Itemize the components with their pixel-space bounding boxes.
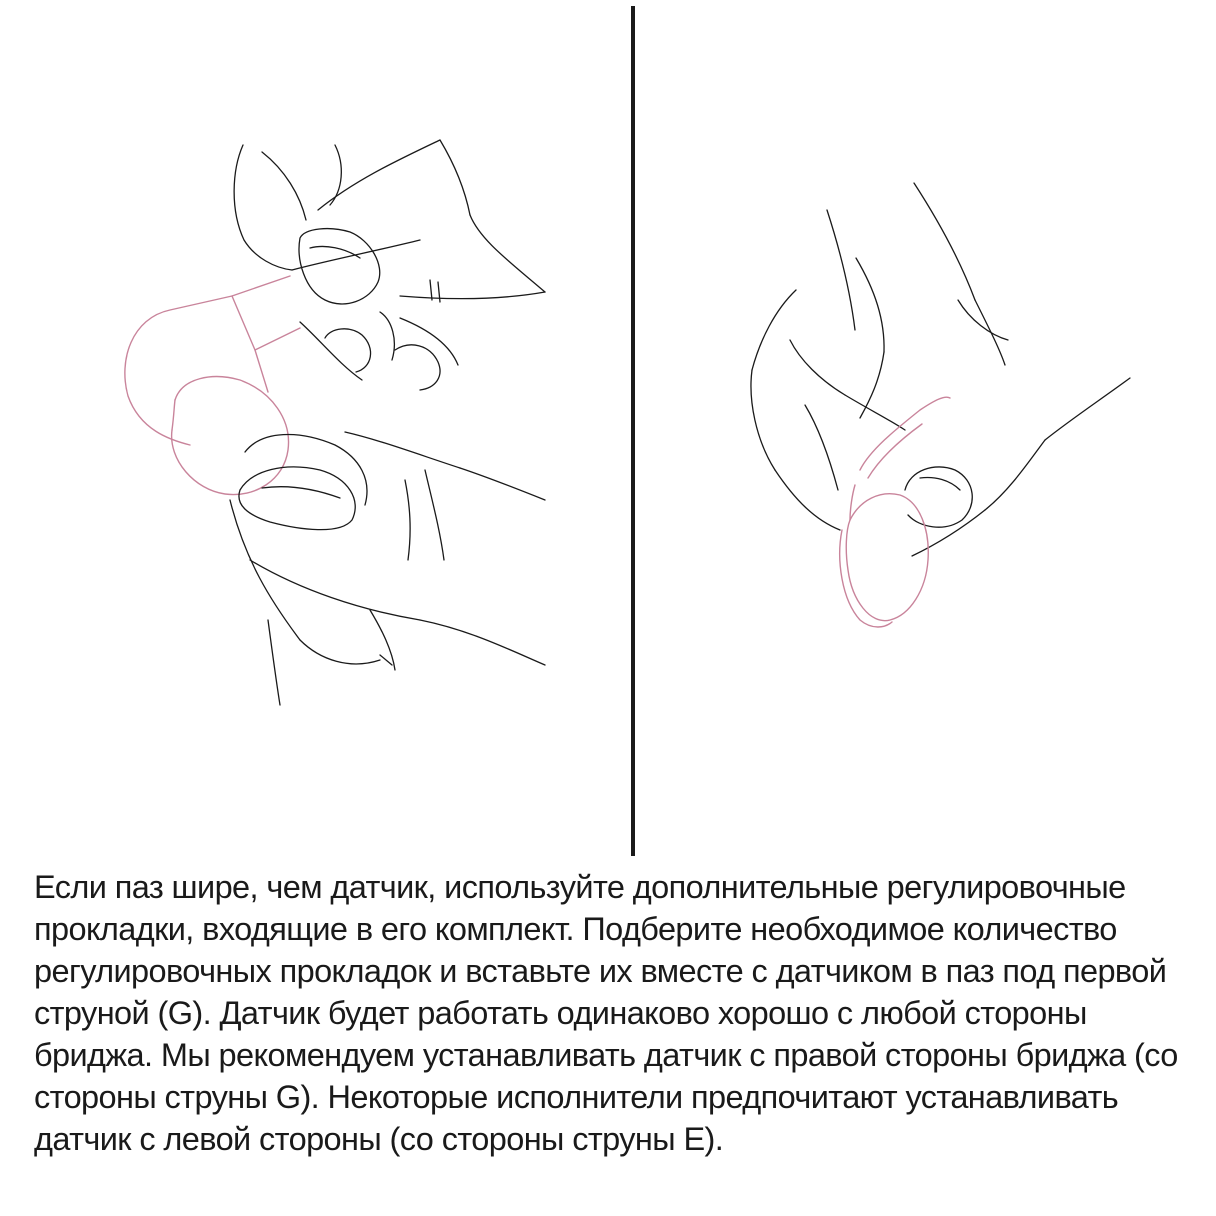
right-hand-drawing [751,183,1130,627]
instruction-paragraph: Если паз шире, чем датчик, используйте дополнительные регулировочные прокладки, входящие в его комплект. Подберите необходимое количество регулировочных прокладок и вставьте их вместе с датчиком в паз под первой струной (G). Датчик будет работать одинаково хорошо с любой стороны бриджа. Мы рекомендуем устанавливать датчик с правой стороны бриджа (со стороны струны G). Некоторые исполнители предпочитают устанавливать датчик с левой стороны (со стороны струны E). [34,869,1178,1157]
vertical-divider [631,6,635,856]
left-hands-drawing [125,140,545,705]
